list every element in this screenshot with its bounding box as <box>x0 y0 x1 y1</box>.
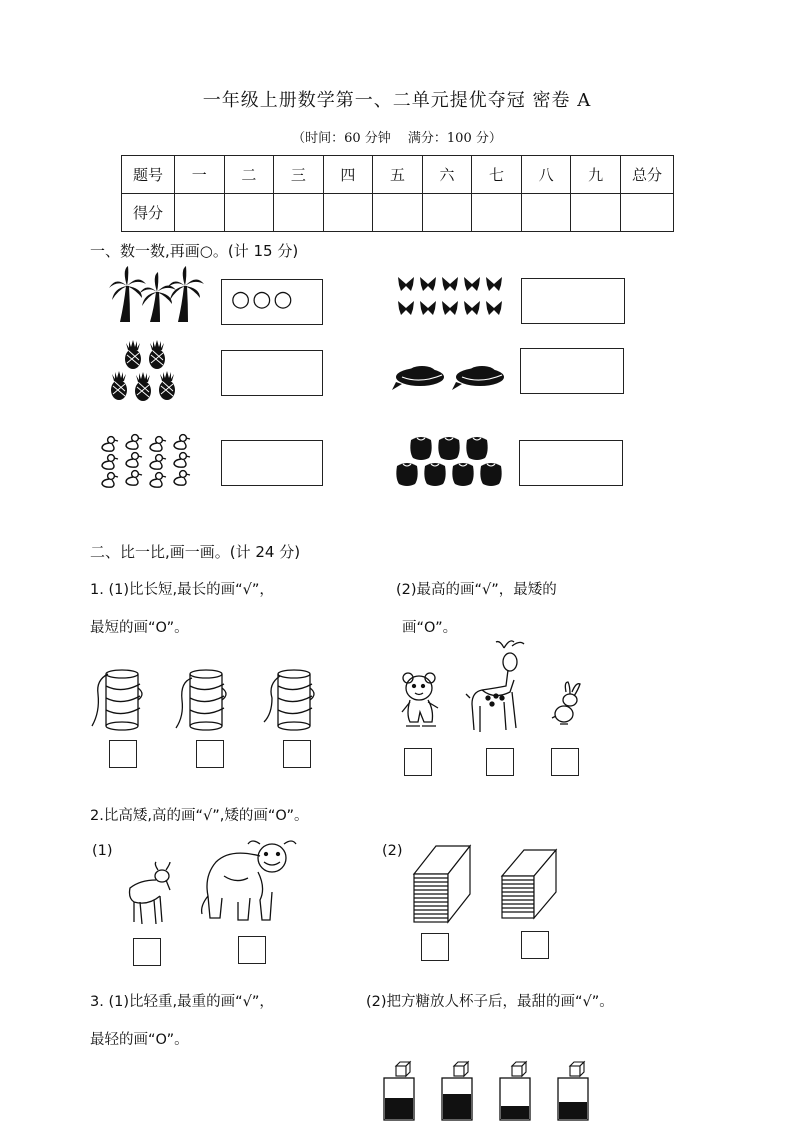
q3-left-instruction-cont: 最轻的画“O”。 <box>90 1032 189 1048</box>
table-header-cell: 六 <box>422 156 472 194</box>
score-table-header-row <box>122 156 674 194</box>
score-cell[interactable] <box>571 194 621 232</box>
table-header-cell: 七 <box>472 156 522 194</box>
coils-image <box>88 664 328 744</box>
score-table <box>121 155 674 232</box>
score-cell[interactable] <box>373 194 423 232</box>
table-header-cell: 三 <box>274 156 324 194</box>
book-stacks-image <box>410 846 560 926</box>
table-header-cell: 题号 <box>122 156 175 194</box>
answer-square[interactable] <box>521 931 549 959</box>
hats-image <box>390 362 510 394</box>
answer-box[interactable] <box>521 278 625 324</box>
answer-box[interactable] <box>221 279 323 325</box>
q1-left-instruction-cont: 最短的画“O”。 <box>90 620 189 636</box>
q3-left-instruction: 3. (1)比轻重,最重的画“√”， <box>90 994 274 1010</box>
answer-square[interactable] <box>238 936 266 964</box>
score-cell[interactable] <box>521 194 571 232</box>
table-header-cell: 总分 <box>621 156 674 194</box>
score-table-score-row <box>122 194 674 232</box>
table-row-label: 得分 <box>122 194 175 232</box>
q3-right-instruction: (2)把方糖放人杯子后，最甜的画“√”。 <box>366 994 614 1010</box>
table-header-cell: 五 <box>373 156 423 194</box>
answer-square[interactable] <box>404 748 432 776</box>
section2-heading: 二、比一比,画一画。(计 24 分) <box>90 543 301 561</box>
answer-square[interactable] <box>109 740 137 768</box>
answer-box[interactable] <box>221 440 323 486</box>
answer-square[interactable] <box>421 933 449 961</box>
example-circles: ○○○ <box>231 287 295 312</box>
ducks-image <box>100 434 196 488</box>
goat-and-ox-image <box>120 832 300 932</box>
answer-box[interactable] <box>520 348 624 394</box>
q1-left-instruction: 1. (1)比长短,最长的画“√”， <box>90 582 274 598</box>
score-cell[interactable] <box>175 194 225 232</box>
q1-right-instruction-cont: 画“O”。 <box>402 620 458 636</box>
answer-square[interactable] <box>196 740 224 768</box>
table-header-cell: 八 <box>521 156 571 194</box>
score-cell[interactable] <box>224 194 274 232</box>
q2-part2-label: (2) <box>382 843 403 859</box>
animals-height-image <box>396 638 596 738</box>
answer-square[interactable] <box>551 748 579 776</box>
section1-heading: 一、数一数,再画○。(计 15 分) <box>90 242 299 260</box>
exam-info: （时间：60 分钟 满分：100 分） <box>292 131 502 146</box>
score-cell[interactable] <box>274 194 324 232</box>
q2-part1-label: (1) <box>92 843 113 859</box>
answer-box[interactable] <box>221 350 323 396</box>
score-cell[interactable] <box>323 194 373 232</box>
table-header-cell: 四 <box>323 156 373 194</box>
sugar-cups-image <box>378 1060 608 1123</box>
answer-square[interactable] <box>283 740 311 768</box>
table-header-cell: 二 <box>224 156 274 194</box>
score-cell[interactable] <box>621 194 674 232</box>
page-title: 一年级上册数学第一、二单元提优夺冠 密卷 A <box>202 90 592 111</box>
pineapples-image <box>108 338 178 404</box>
score-cell[interactable] <box>422 194 472 232</box>
score-cell[interactable] <box>472 194 522 232</box>
butterflies-image <box>396 275 511 319</box>
table-header-cell: 九 <box>571 156 621 194</box>
answer-square[interactable] <box>486 748 514 776</box>
buns-image <box>395 434 505 488</box>
q2-instruction: 2.比高矮,高的画“√”,矮的画“O”。 <box>90 808 309 824</box>
palm-trees-image <box>108 266 203 324</box>
table-header-cell: 一 <box>175 156 225 194</box>
answer-box[interactable] <box>519 440 623 486</box>
answer-square[interactable] <box>133 938 161 966</box>
q1-right-instruction: (2)最高的画“√”，最矮的 <box>396 582 557 598</box>
